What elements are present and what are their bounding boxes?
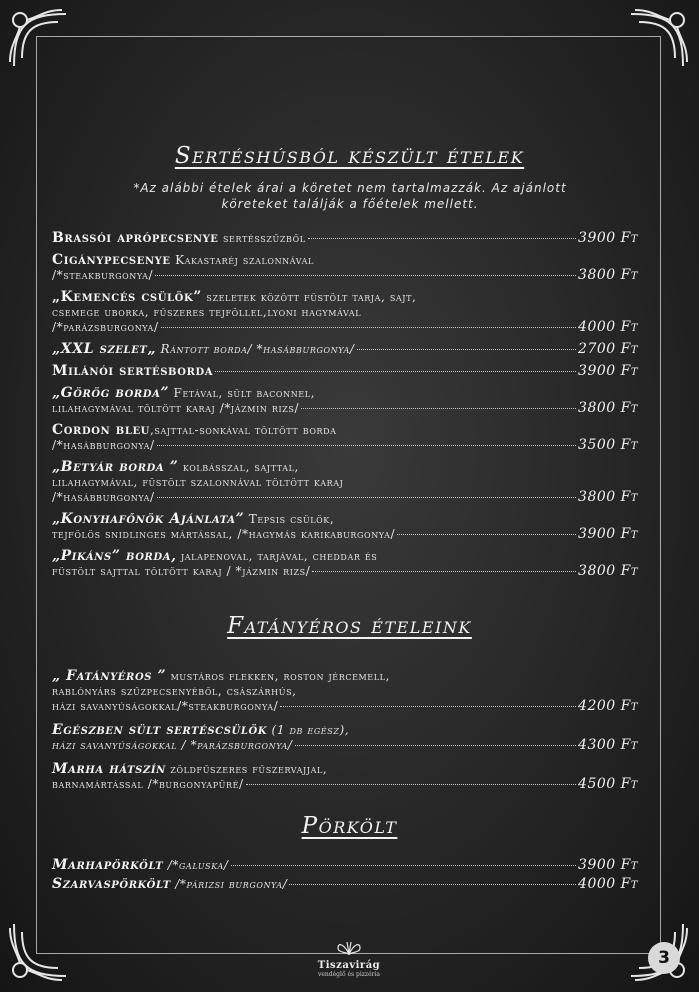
dish-desc: mustáros flekken, roston jércemell, [166,669,390,683]
dish-name: Cordon bleu [52,422,150,438]
dish-price: 4300 Ft [578,737,638,753]
dish-desc: házi savanyúságokkal/*steakburgonya/ [52,699,279,713]
dish-price: 3900 Ft [578,526,638,542]
dish-price: 3900 Ft [578,230,638,246]
menu-item [52,723,638,753]
dish-name: Szarvaspörkölt [52,876,171,892]
dish-name: Cigánypecsenye [52,252,171,268]
section-title-pork: Sertéshúsból készült ételek [174,143,525,169]
dish-name: Milánói sertésborda [52,363,214,379]
dish-desc: /*steakburgonya/ [52,268,154,282]
dish-price: 4000 Ft [578,319,638,335]
dish-desc: zöldfűszeres fűszervajjal, [165,762,328,776]
dish-desc: barnamártással /*burgonyapüré/ [52,777,244,791]
menu-item [52,342,638,357]
dish-desc: /*hasábburgonya/ [52,490,155,504]
dish-desc: kolbásszal, sajttal, [178,460,299,474]
dish-price: 3800 Ft [578,400,638,416]
price-note-line: köreteket találják a főételek mellett. [221,197,479,211]
dish-name: „Kemencés csülök” [52,289,202,305]
dish-price: 4200 Ft [578,698,638,714]
dish-desc: jalapenoval, tarjával, cheddar és [176,549,378,563]
menu-item [52,460,638,505]
dish-price: 2700 Ft [578,341,638,357]
dish-price: 3500 Ft [578,437,638,453]
brand-name: Tiszavirág [317,960,381,971]
corner-ornament-icon [6,920,70,984]
menu-list-pork [52,231,638,579]
corner-ornament-icon [627,6,691,70]
dish-name: Egészben sült sertéscsülök [52,722,268,738]
dish-desc: füstölt sajttal töltött karaj / *jázmin rizs/ [52,564,311,578]
dish-name: „XXL szelet„ [52,341,157,357]
dish-name: Marhapörkölt [52,857,164,873]
menu-item [52,386,638,416]
section-title-porkolt: Pörkölt [301,813,398,839]
dish-desc: (1 db egész), [267,723,350,737]
dish-price: 4000 Ft [578,876,638,892]
corner-ornament-icon [6,6,70,70]
dish-desc: csemege uborka, fűszeres tejföllel,lyoni hagymával [52,305,362,319]
dish-desc: /*galuska/ [163,858,229,872]
menu-item [52,549,638,579]
dish-name: Brassói aprópecsenye [52,230,219,246]
dish-desc: rablónyárs szűzpecsenyéből, császárhús, [52,684,297,698]
dish-desc: szeletek között füstölt tarja, sajt, [201,290,417,304]
dish-name: „Konyhafőnök Ajánlata” [52,511,245,527]
menu-item [52,512,638,542]
dish-name: „Görög borda” [52,385,170,401]
dish-desc: Tepsis csülök, [244,512,335,526]
dish-desc: tejfölös snidlinges mártással, /*hagymás karikaburgonya/ [52,527,396,541]
dish-desc: ,sajttal-sonkával töltött borda [150,423,337,437]
brand-subtitle: vendéglő és pizzéria [317,971,380,978]
dish-price: 3800 Ft [578,267,638,283]
dish-name: „Betyár borda ” [52,459,179,475]
dish-name: Marha hátszín [52,761,166,777]
page-number: 3 [648,942,680,974]
price-note [120,180,580,212]
butterfly-icon [336,940,362,956]
menu-item [52,858,638,873]
menu-item [52,231,638,246]
dish-name: „ Fatányéros ” [52,668,167,684]
menu-item [52,877,638,892]
dish-desc: lilahagymával töltött karaj /*jázmin rizs/ [52,401,300,415]
menu-list-porkolt [52,858,638,892]
dish-desc: /*párizsi burgonya/ [170,877,288,891]
dish-desc: Fetával, sült baconnel, [169,386,316,400]
price-note-line: *Az alábbi ételek árai a köretet nem tartalmazzák. Az ajánlott [133,181,567,195]
dish-desc: házi savanyúságokkal / *parázsburgonya/ [52,738,293,752]
restaurant-logo [309,940,389,978]
dish-desc: Rántott borda/ *hasábburgonya/ [156,342,355,356]
dish-price: 3800 Ft [578,489,638,505]
dish-desc: sertésszűzből [218,231,306,245]
dish-price: 3800 Ft [578,563,638,579]
menu-list-fatanyeros [52,669,638,792]
dish-price: 4500 Ft [578,776,638,792]
dish-desc: Kakastaréj szalonnával [170,253,314,267]
dish-desc: /*parázsburgonya/ [52,320,159,334]
menu-item [52,253,638,283]
dish-desc: lilahagymával, füstölt szalonnával töltött karaj [52,475,344,489]
dish-desc: /*hasábburgonya/ [52,438,155,452]
menu-item [52,669,638,714]
menu-item [52,364,638,379]
menu-item [52,423,638,453]
dish-price: 3900 Ft [578,363,638,379]
dish-price: 3900 Ft [578,857,638,873]
menu-item [52,290,638,335]
section-title-fatanyeros: Fatányéros ételeink [227,613,472,639]
dish-name: „Pikáns” borda, [52,548,177,564]
menu-item [52,762,638,792]
